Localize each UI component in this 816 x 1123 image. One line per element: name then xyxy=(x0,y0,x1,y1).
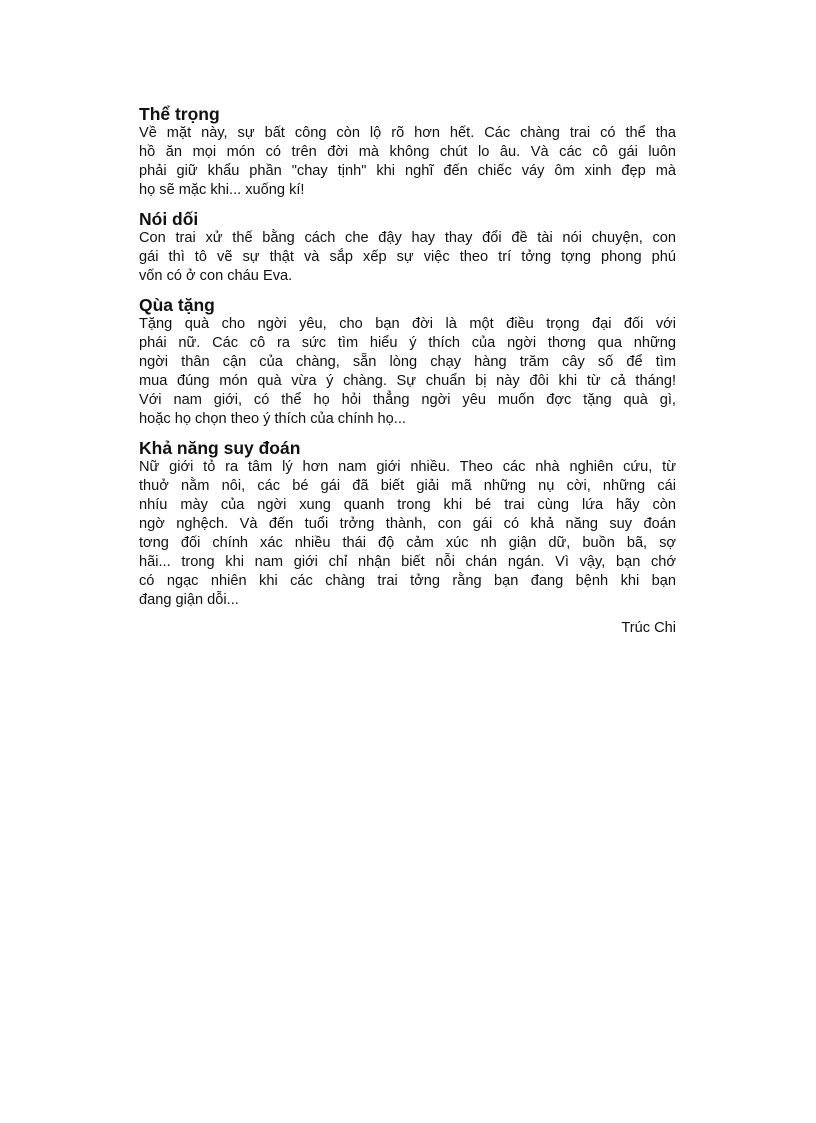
paragraph-line: Với nam giới, có thể họ hỏi thẳng ngời yêu muốn đợc tặng quà gì, xyxy=(139,392,676,408)
paragraph-line: họ sẽ mặc khi... xuống kí! xyxy=(139,182,305,198)
paragraph-line: ngờ nghệch. Và đến tuổi trởng thành, con gái có khả năng suy đoán xyxy=(139,516,676,532)
paragraph-line: có ngạc nhiên khi các chàng trai tởng rằng bạn đang bệnh khi bạn xyxy=(139,573,676,589)
paragraph-line: phái nữ. Các cô ra sức tìm hiểu ý thích của ngời thơng qua những xyxy=(139,335,676,351)
paragraph-line: Tặng quà cho ngời yêu, cho bạn đời là một điều trọng đại đối với xyxy=(139,316,676,332)
paragraph-line: gái thì tô vẽ sự thật và sắp xếp sự việc theo trí tởng tợng phong phú xyxy=(139,249,676,265)
section-qua-tang xyxy=(139,295,676,429)
section-paragraph xyxy=(139,458,676,610)
paragraph-line: nhíu mày của ngời xung quanh trong khi bé trai cùng lứa hãy còn xyxy=(139,497,676,513)
author-signature: Trúc Chi xyxy=(621,620,676,636)
paragraph-line: thuở nằm nôi, các bé gái đã biết giải mã những nụ cời, những cái xyxy=(139,478,676,494)
section-heading: Qùa tặng xyxy=(139,295,215,315)
paragraph-line: ngời thân cận của chàng, sẵn lòng chạy hàng trăm cây số để tìm xyxy=(139,354,676,370)
paragraph-line: đang giận dỗi... xyxy=(139,592,239,608)
section-paragraph xyxy=(139,315,676,429)
paragraph-line: hoặc họ chọn theo ý thích của chính họ... xyxy=(139,411,406,427)
paragraph-line: hồ ăn mọi món có trên đời mà không chút lo âu. Và các cô gái luôn xyxy=(139,144,676,160)
paragraph-line: hãi... trong khi nam giới chỉ nhận biết nỗi chán ngán. Vì vậy, bạn chớ xyxy=(139,554,676,570)
paragraph-line: Về mặt này, sự bất công còn lộ rõ hơn hết. Các chàng trai có thể tha xyxy=(139,125,676,141)
paragraph-line: tơng đối chính xác nhiều thái độ cảm xúc nh giận dữ, buồn bã, sợ xyxy=(139,535,676,551)
section-heading: Nói dối xyxy=(139,209,199,229)
section-heading: Khả năng suy đoán xyxy=(139,438,301,458)
section-the-trong xyxy=(139,104,676,200)
paragraph-line: mua đúng món quà vừa ý chàng. Sự chuẩn bị này đôi khi từ cả tháng! xyxy=(139,373,676,389)
paragraph-line: Con trai xử thế bằng cách che đậy hay thay đổi đề tài nói chuyện, con xyxy=(139,230,676,246)
paragraph-line: Nữ giới tỏ ra tâm lý hơn nam giới nhiều. Theo các nhà nghiên cứu, từ xyxy=(139,459,676,475)
section-paragraph xyxy=(139,124,676,200)
section-kha-nang-suy-doan xyxy=(139,438,676,610)
article-body xyxy=(139,104,676,638)
section-paragraph xyxy=(139,229,676,286)
section-noi-doi xyxy=(139,209,676,286)
paragraph-line: phải giữ khẩu phần "chay tịnh" khi nghĩ đến chiếc váy ôm xinh đẹp mà xyxy=(139,163,676,179)
paragraph-line: vốn có ở con cháu Eva. xyxy=(139,268,293,284)
section-heading: Thể trọng xyxy=(139,104,220,124)
